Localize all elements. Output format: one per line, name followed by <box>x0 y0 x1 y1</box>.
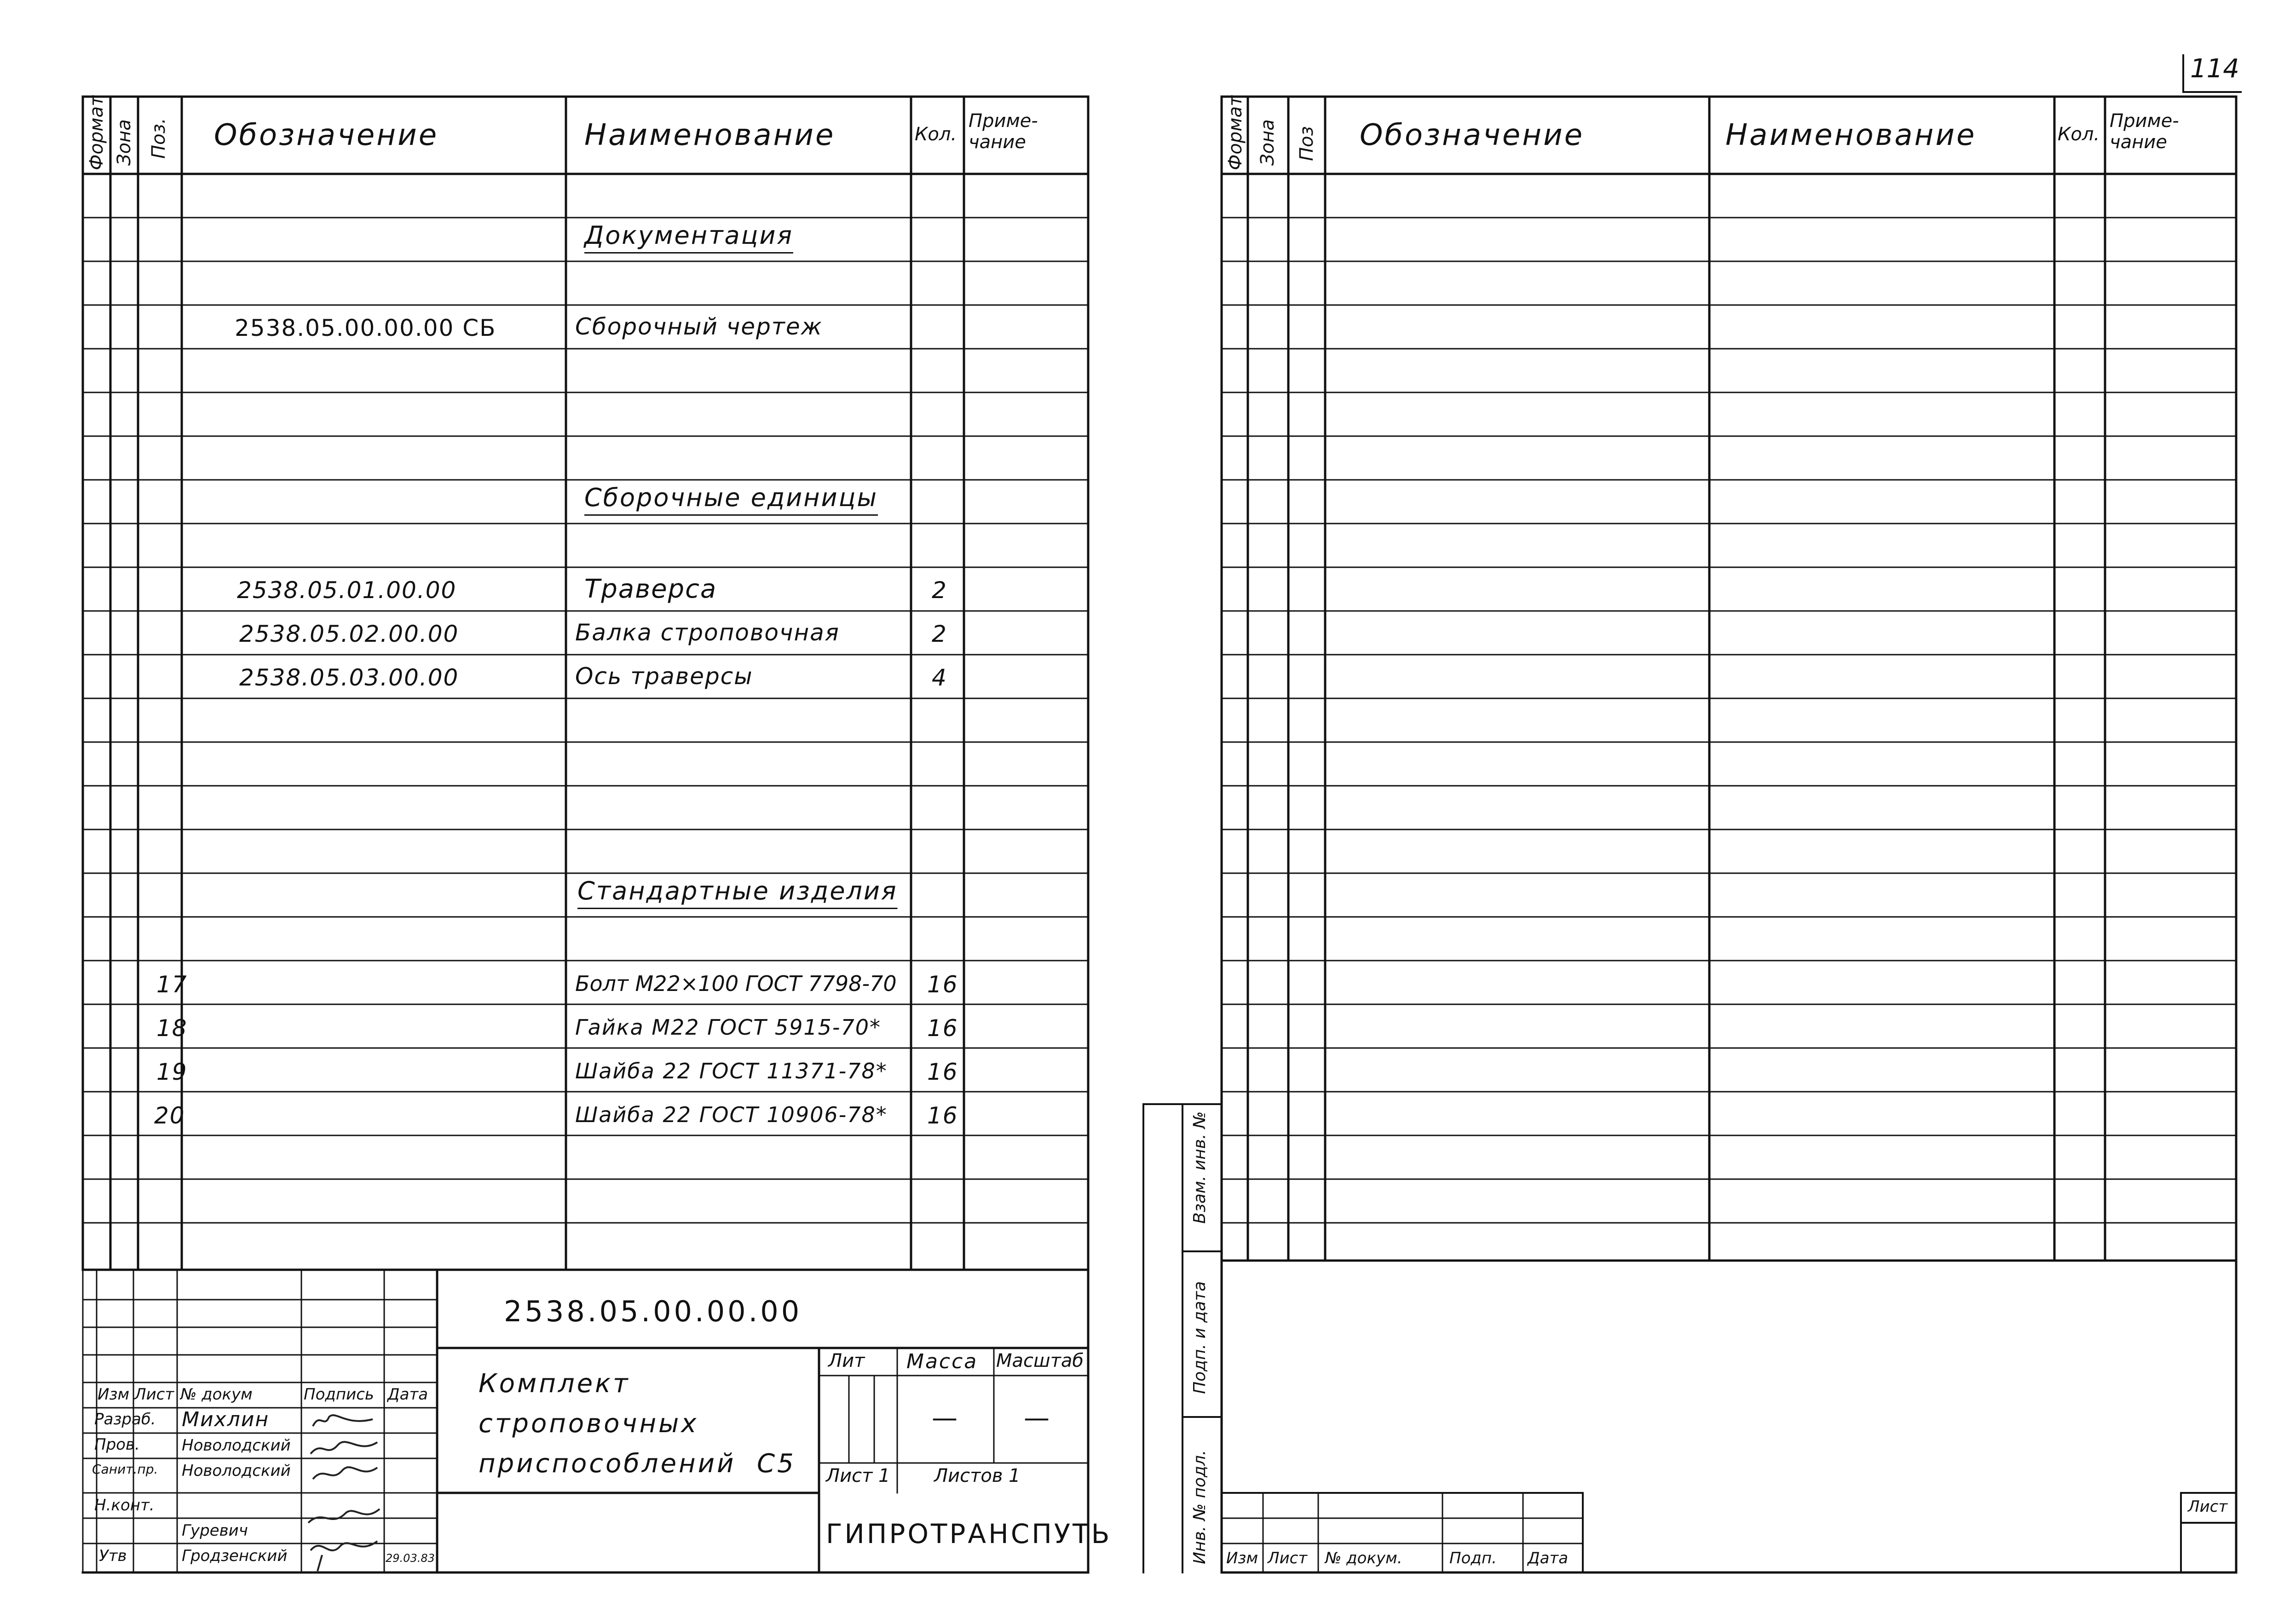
section-documentation: Документация <box>584 221 793 250</box>
header-format: Формат <box>86 95 107 170</box>
tb-role-checker: Пров. <box>94 1435 140 1454</box>
rb-col-izm: Изм <box>1226 1549 1258 1567</box>
tb-name-developer: Михлин <box>182 1408 270 1431</box>
qty-axis: 4 <box>932 664 947 691</box>
header-qty: Кол. <box>915 124 957 145</box>
header-pos: Поз. <box>148 118 169 159</box>
qty-washer-2: 16 <box>927 1102 958 1129</box>
pos-nut: 18 <box>156 1015 188 1042</box>
name-traverse: Траверса <box>584 574 717 604</box>
header-right-pos: Поз <box>1296 126 1317 161</box>
tb-name-checker: Новолодский <box>182 1436 291 1455</box>
qty-washer-1: 16 <box>927 1059 958 1085</box>
header-right-qty: Кол. <box>2058 124 2100 145</box>
rb-sheet-label: Лист <box>2188 1497 2228 1516</box>
tb-name-sanitary: Новолодский <box>182 1462 291 1480</box>
designation-assembly-drawing: 2538.05.00.00.00 СБ <box>235 315 496 341</box>
stamp-sign-date: Подп. и дата <box>1190 1281 1209 1394</box>
section-standard-items: Стандартные изделия <box>577 876 898 905</box>
pos-bolt: 17 <box>156 971 188 998</box>
tb-name-norm-control: Гуревич <box>182 1521 248 1540</box>
tb-col-izm: Изм <box>98 1385 130 1404</box>
stamp-inv-orig: Инв. № подл. <box>1190 1450 1209 1564</box>
header-designation: Обозначение <box>214 118 439 152</box>
tb-col-date: Дата <box>387 1385 428 1404</box>
section-assembly-units: Сборочные единицы <box>584 483 878 512</box>
tb-col-doc: № докум <box>180 1385 253 1404</box>
designation-traverse: 2538.05.01.00.00 <box>237 577 457 604</box>
header-name: Наименование <box>584 118 836 152</box>
tb-date-approver: 29.03.83 <box>386 1552 435 1565</box>
name-beam: Балка строповочная <box>575 619 840 646</box>
tb-mass-label: Масса <box>906 1350 978 1373</box>
tb-scale-value: — <box>1024 1403 1050 1433</box>
name-washer-1: Шайба 22 ГОСТ 11371-78* <box>575 1059 888 1083</box>
tb-sheet-label: Лист 1 <box>826 1465 890 1486</box>
designation-axis: 2538.05.03.00.00 <box>239 664 459 691</box>
rb-col-date: Дата <box>1528 1549 1569 1567</box>
header-zone: Зона <box>114 119 135 166</box>
pos-washer-1: 19 <box>156 1059 188 1085</box>
tb-doc-number: 2538.05.00.00.00 <box>504 1295 802 1328</box>
tb-mass-value: — <box>932 1403 958 1433</box>
stamp-inv-sub: Взам. инв. № <box>1190 1111 1209 1224</box>
header-right-name: Наименование <box>1725 118 1977 152</box>
rb-col-sign: Подп. <box>1449 1549 1497 1567</box>
tb-sheets-label: Листов 1 <box>934 1465 1021 1486</box>
qty-beam: 2 <box>932 621 947 647</box>
rb-col-list: Лист <box>1268 1549 1308 1567</box>
tb-title: Комплект строповочных приспособлений С5 <box>479 1369 796 1479</box>
header-right-format: Формат <box>1225 95 1246 170</box>
header-right-note: Приме- чание <box>2110 110 2179 153</box>
tb-col-list: Лист <box>134 1385 174 1404</box>
name-assembly-drawing: Сборочный чертеж <box>575 313 823 340</box>
designation-beam: 2538.05.02.00.00 <box>239 621 459 647</box>
name-washer-2: Шайба 22 ГОСТ 10906-78* <box>575 1102 888 1127</box>
qty-nut: 16 <box>927 1015 958 1042</box>
signatures <box>304 1408 384 1573</box>
name-bolt: Болт М22×100 ГОСТ 7798-70 <box>575 971 897 996</box>
name-nut: Гайка М22 ГОСТ 5915-70* <box>575 1015 882 1040</box>
header-right-zone: Зона <box>1257 119 1278 166</box>
name-axis: Ось траверсы <box>575 663 753 690</box>
tb-role-sanitary: Санит.пр. <box>92 1462 158 1477</box>
qty-traverse: 2 <box>932 577 947 604</box>
qty-bolt: 16 <box>927 971 958 998</box>
tb-col-sign: Подпись <box>304 1385 374 1404</box>
header-right-designation: Обозначение <box>1360 118 1585 152</box>
tb-role-norm-control: Н.конт. <box>94 1496 155 1515</box>
tb-role-approver: Утв <box>99 1547 127 1565</box>
rb-col-doc: № докум. <box>1325 1549 1402 1567</box>
tb-role-developer: Разраб. <box>94 1410 156 1428</box>
pos-washer-2: 20 <box>154 1102 185 1129</box>
tb-lit-label: Лит <box>828 1350 865 1371</box>
page-number: 114 <box>2190 54 2239 84</box>
tb-scale-label: Масштаб <box>996 1350 1084 1371</box>
header-note: Приме- чание <box>969 110 1038 153</box>
tb-organization: ГИПРОТРАНСПУТЬ <box>826 1518 1112 1549</box>
tb-name-approver: Гродзенский <box>182 1547 288 1565</box>
